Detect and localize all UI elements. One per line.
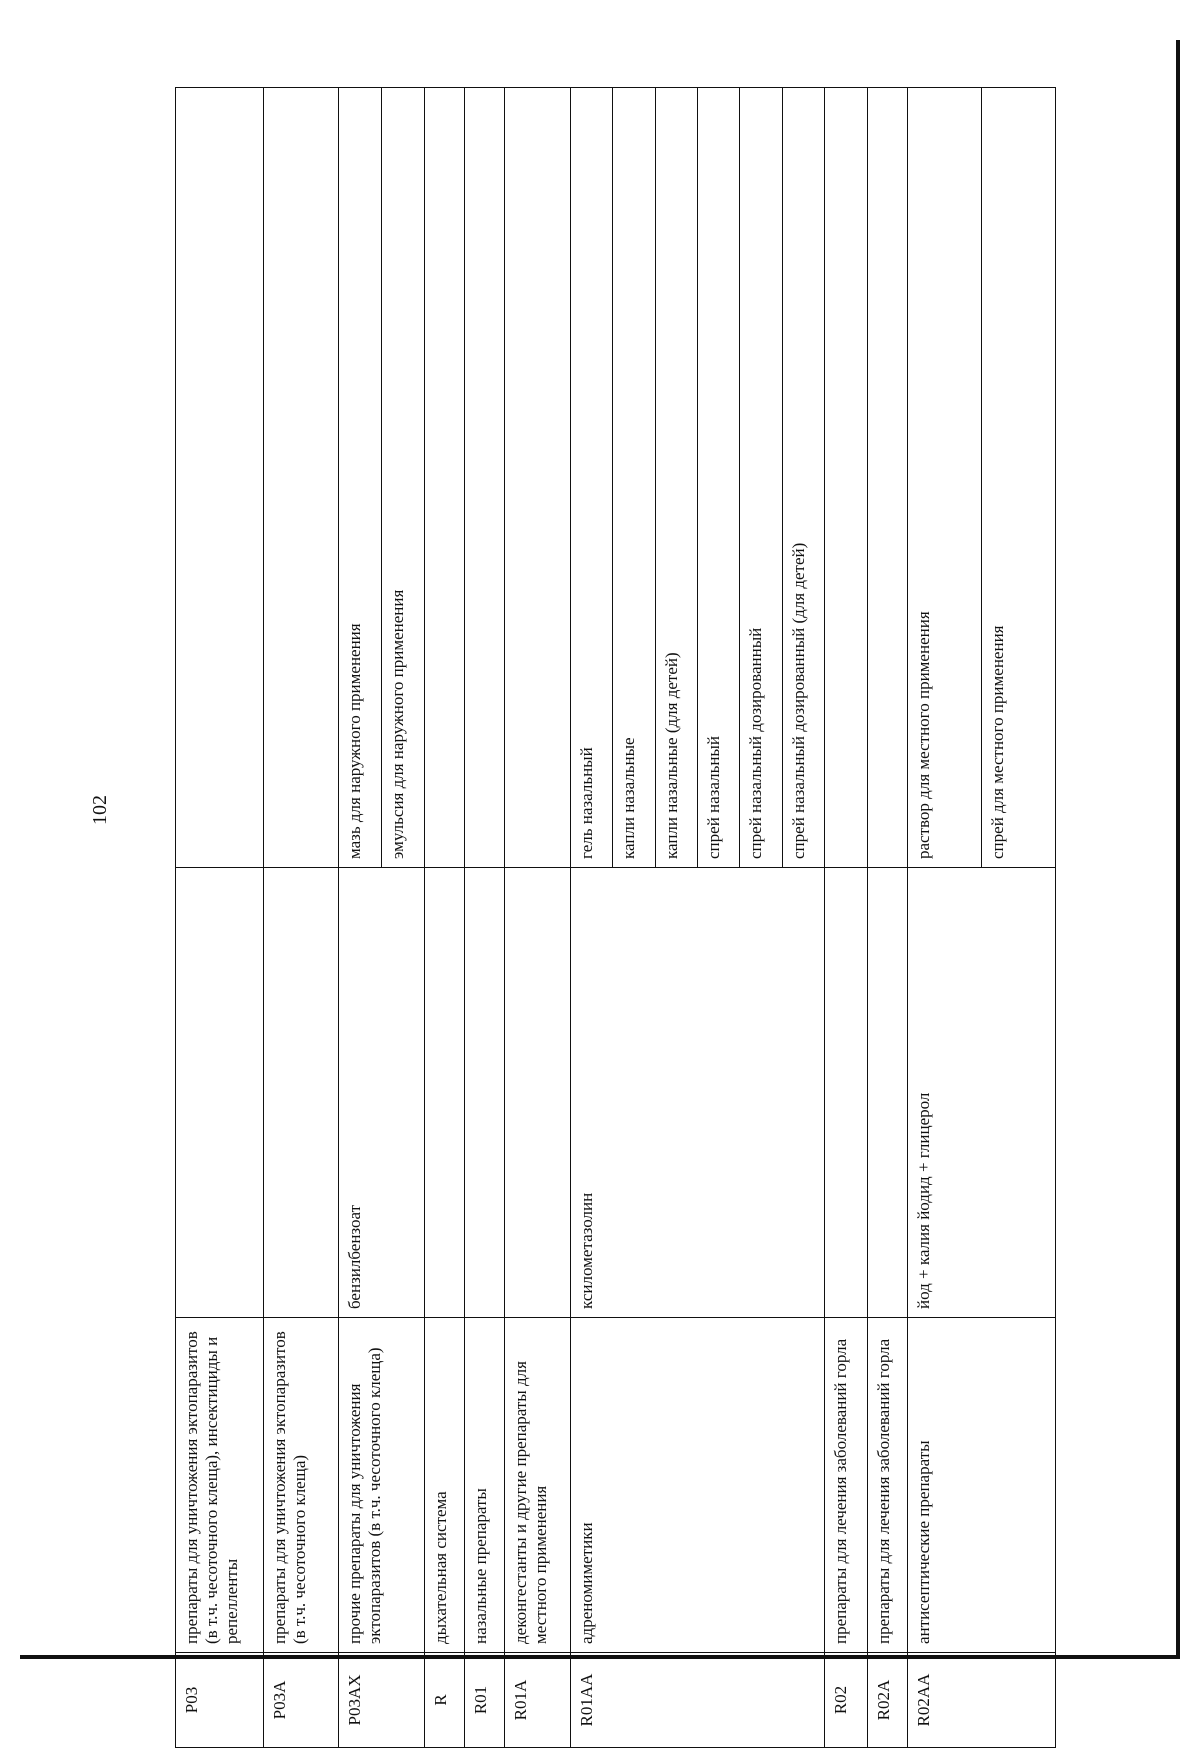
drug-name-cell <box>505 868 571 1318</box>
table-row <box>425 88 465 1748</box>
table-row <box>339 88 382 1748</box>
table-row <box>824 88 867 1748</box>
table-row <box>465 88 505 1748</box>
dosage-form-cell: мазь для наружного применения <box>339 88 382 868</box>
table-row <box>907 88 981 1748</box>
dosage-form-cell <box>465 88 505 868</box>
drug-name-cell <box>425 868 465 1318</box>
dosage-form-cell <box>824 88 867 868</box>
table-row <box>264 88 339 1748</box>
dosage-form-cell <box>425 88 465 868</box>
dosage-form-cell: гель назальный <box>571 88 613 868</box>
dosage-form-cell: капли назальные <box>613 88 655 868</box>
drug-name-cell <box>264 868 339 1318</box>
drug-name-cell: бензилбензоат <box>339 868 425 1318</box>
dosage-form-cell: спрей назальный дозированный <box>740 88 782 868</box>
atc-code-cell: R01 <box>465 1653 505 1748</box>
dosage-form-cell: спрей для местного применения <box>981 88 1055 868</box>
group-name-cell: адреномиметики <box>571 1318 825 1653</box>
atc-code-cell: P03 <box>176 1653 264 1748</box>
dosage-form-cell <box>867 88 907 868</box>
atc-code-cell: R02 <box>824 1653 867 1748</box>
group-name-cell: препараты для уничтожения эктопаразитов (в т.ч. чесоточного клеща), инсектициды и репелленты <box>176 1318 264 1653</box>
table-row <box>867 88 907 1748</box>
atc-code-cell: R02A <box>867 1653 907 1748</box>
dosage-form-cell <box>264 88 339 868</box>
scan-right-edge-line <box>1176 40 1180 1659</box>
group-name-cell: препараты для уничтожения эктопаразитов (в т.ч. чесоточного клеща) <box>264 1318 339 1653</box>
atc-code-cell: P03A <box>264 1653 339 1748</box>
drug-classification-table <box>175 87 1056 1748</box>
drug-name-cell <box>824 868 867 1318</box>
dosage-form-cell <box>176 88 264 868</box>
drug-name-cell: ксилометазолин <box>571 868 825 1318</box>
drug-name-cell <box>176 868 264 1318</box>
table-row <box>571 88 613 1748</box>
group-name-cell: назальные препараты <box>465 1318 505 1653</box>
atc-code-cell: R01AA <box>571 1653 825 1748</box>
dosage-form-cell: спрей назальный дозированный (для детей) <box>782 88 824 868</box>
drug-name-cell <box>465 868 505 1318</box>
page-number: 102 <box>89 795 111 825</box>
dosage-form-cell: раствор для местного применения <box>907 88 981 868</box>
drug-name-cell <box>867 868 907 1318</box>
dosage-form-cell: капли назальные (для детей) <box>655 88 697 868</box>
table-row <box>505 88 571 1748</box>
group-name-cell: деконгестанты и другие препараты для местного применения <box>505 1318 571 1653</box>
atc-code-cell: R01A <box>505 1653 571 1748</box>
group-name-cell: прочие препараты для уничтожения эктопаразитов (в т.ч. чесоточного клеща) <box>339 1318 425 1653</box>
atc-code-cell: R02AA <box>907 1653 1055 1748</box>
group-name-cell: антисептические препараты <box>907 1318 1055 1653</box>
group-name-cell: препараты для лечения заболеваний горла <box>867 1318 907 1653</box>
table-row <box>176 88 264 1748</box>
group-name-cell: дыхательная система <box>425 1318 465 1653</box>
dosage-form-cell: спрей назальный <box>697 88 739 868</box>
dosage-form-cell: эмульсия для наружного применения <box>382 88 425 868</box>
atc-code-cell: P03AX <box>339 1653 425 1748</box>
group-name-cell: препараты для лечения заболеваний горла <box>824 1318 867 1653</box>
drug-classification-table-container <box>175 88 1055 1748</box>
drug-name-cell: йод + калия йодид + глицерол <box>907 868 1055 1318</box>
dosage-form-cell <box>505 88 571 868</box>
atc-code-cell: R <box>425 1653 465 1748</box>
